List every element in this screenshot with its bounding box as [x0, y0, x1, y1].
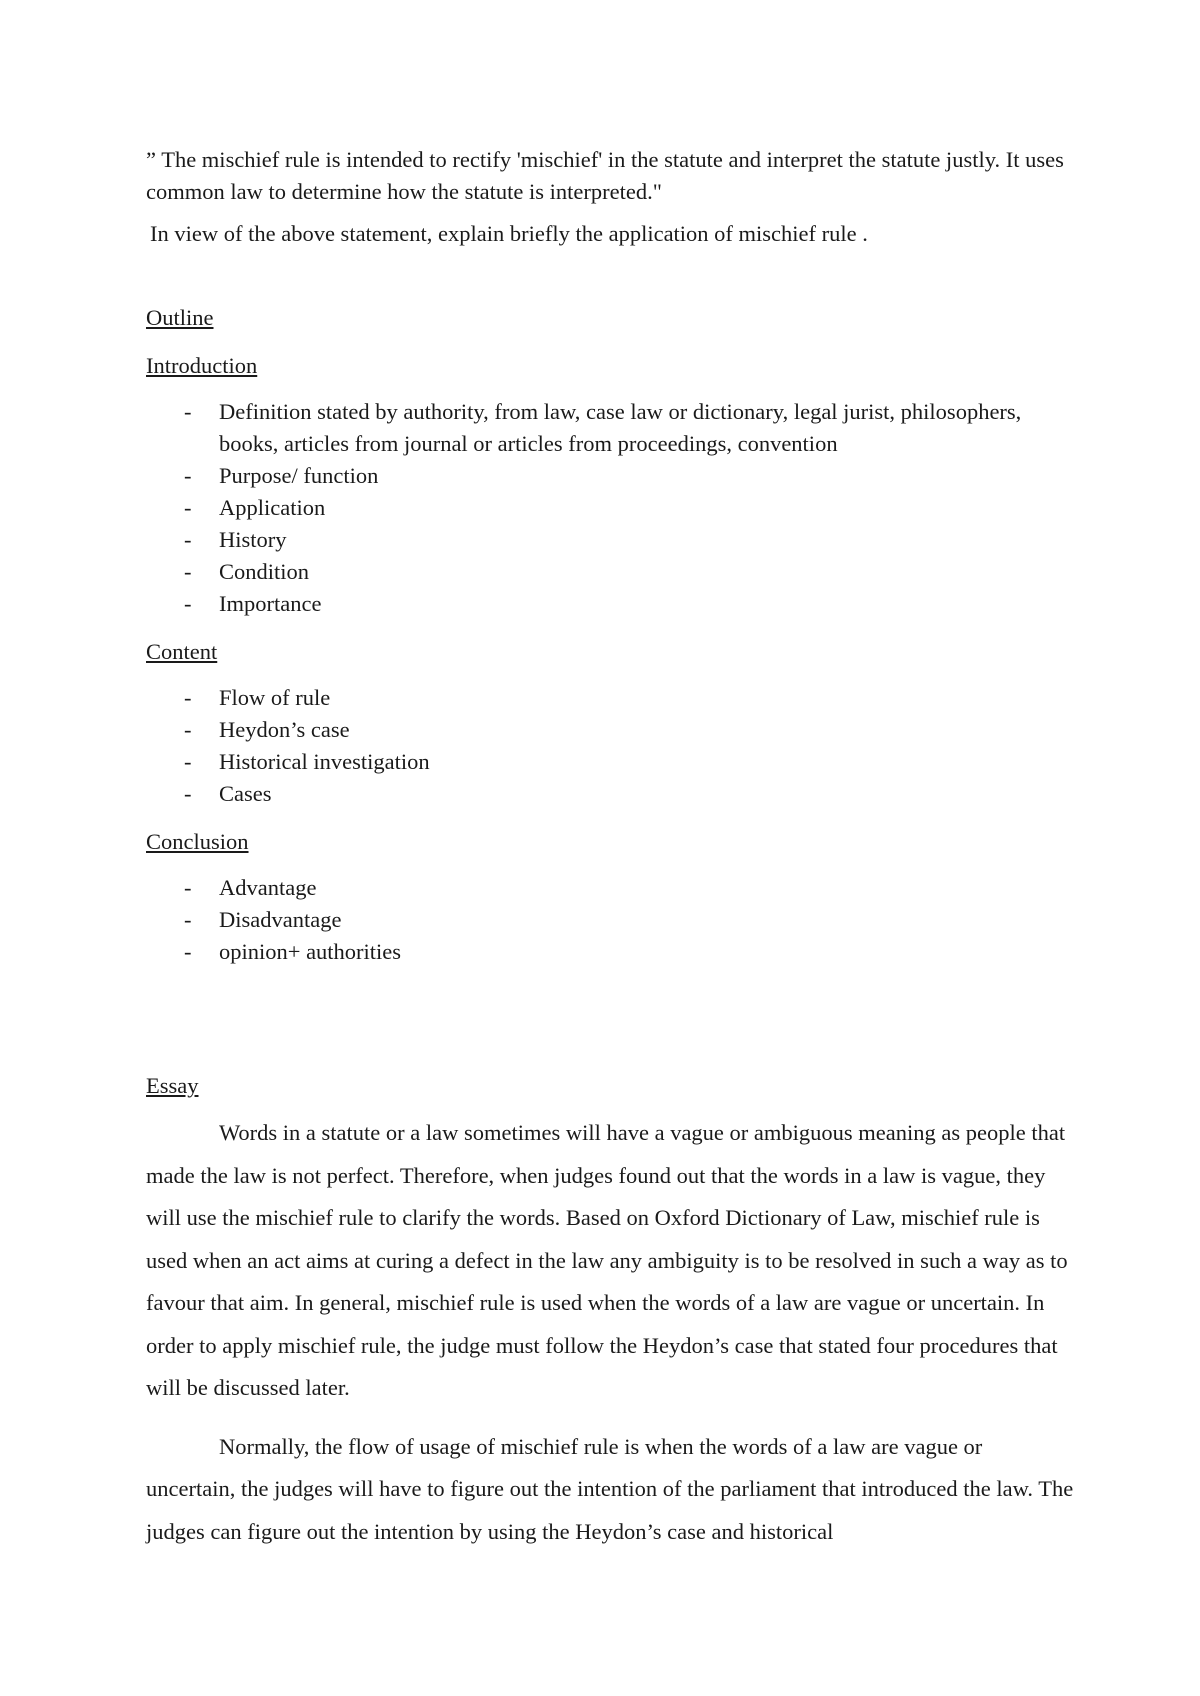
list-item-text: Application [219, 495, 326, 520]
introduction-list [146, 396, 1076, 620]
bullet-dash: - [184, 907, 192, 932]
conclusion-list [146, 872, 1076, 968]
bullet-dash: - [184, 717, 192, 742]
bullet-dash: - [184, 463, 192, 488]
list-item [146, 746, 1076, 778]
list-item [146, 460, 1076, 492]
list-item [146, 872, 1076, 904]
bullet-dash: - [184, 685, 192, 710]
introduction-section [146, 350, 1076, 620]
list-item [146, 556, 1076, 588]
list-item [146, 904, 1076, 936]
content-list [146, 682, 1076, 810]
content-heading: Content [146, 639, 218, 664]
content-section [146, 636, 1076, 810]
list-item [146, 778, 1076, 810]
list-item-text: Historical investigation [219, 749, 430, 774]
list-item [146, 682, 1076, 714]
list-item-text: opinion+ authorities [219, 939, 402, 964]
bullet-dash: - [184, 749, 192, 774]
essay-section [146, 1070, 1076, 1553]
list-item-text: Condition [219, 559, 310, 584]
outline-section [146, 302, 1076, 334]
bullet-dash: - [184, 591, 192, 616]
essay-paragraph: Words in a statute or a law sometimes will have a vague or ambiguous meaning as people that made the law is not perfect. Therefore, when judges found out that the words in a law is vague, they will use the mischief rule to clarify the words. Based on Oxford Dictionary of Law, mischief rule is used when an act aims at curing a defect in the law any ambiguity is to be resolved in such a way as to favour that aim. In general, mischief rule is used when the words of a law are vague or uncertain. In order to apply mischief rule, the judge must follow the Heydon’s case that stated four procedures that will be discussed later. [146, 1120, 1068, 1400]
list-item-text: Heydon’s case [219, 717, 350, 742]
list-item [146, 714, 1076, 746]
conclusion-section [146, 826, 1076, 968]
outline-heading: Outline [146, 305, 214, 330]
bullet-dash: - [184, 399, 192, 424]
list-item-text: Purpose/ function [219, 463, 379, 488]
essay-heading: Essay [146, 1073, 199, 1098]
bullet-dash: - [184, 781, 192, 806]
list-item-text: Importance [219, 591, 322, 616]
bullet-dash: - [184, 527, 192, 552]
bullet-dash: - [184, 559, 192, 584]
list-item [146, 524, 1076, 556]
list-item [146, 396, 1076, 460]
bullet-dash: - [184, 495, 192, 520]
document-page [146, 144, 1076, 1553]
introduction-heading: Introduction [146, 353, 258, 378]
essay-paragraph: Normally, the flow of usage of mischief rule is when the words of a law are vague or uncertain, the judges will have to figure out the intention of the parliament that introduced the law. The judges can figure out the intention by using the Heydon’s case and historical [146, 1433, 1074, 1544]
list-item-text: Definition stated by authority, from law, case law or dictionary, legal jurist, philosophers, books, articles from journal or articles from proceedings, convention [219, 399, 1022, 456]
list-item-text: Disadvantage [219, 907, 342, 932]
list-item-text: Advantage [219, 875, 317, 900]
list-item [146, 936, 1076, 968]
bullet-dash: - [184, 875, 192, 900]
list-item-text: History [219, 527, 287, 552]
list-item-text: Flow of rule [219, 685, 331, 710]
list-item [146, 588, 1076, 620]
question-prompt: In view of the above statement, explain briefly the application of mischief rule . [150, 221, 868, 246]
conclusion-heading: Conclusion [146, 829, 249, 854]
bullet-dash: - [184, 939, 192, 964]
list-item-text: Cases [219, 781, 272, 806]
list-item [146, 492, 1076, 524]
question-quote: ” The mischief rule is intended to rectify 'mischief' in the statute and interpret the statute justly. It uses common law to determine how the statute is interpreted." [146, 147, 1064, 204]
